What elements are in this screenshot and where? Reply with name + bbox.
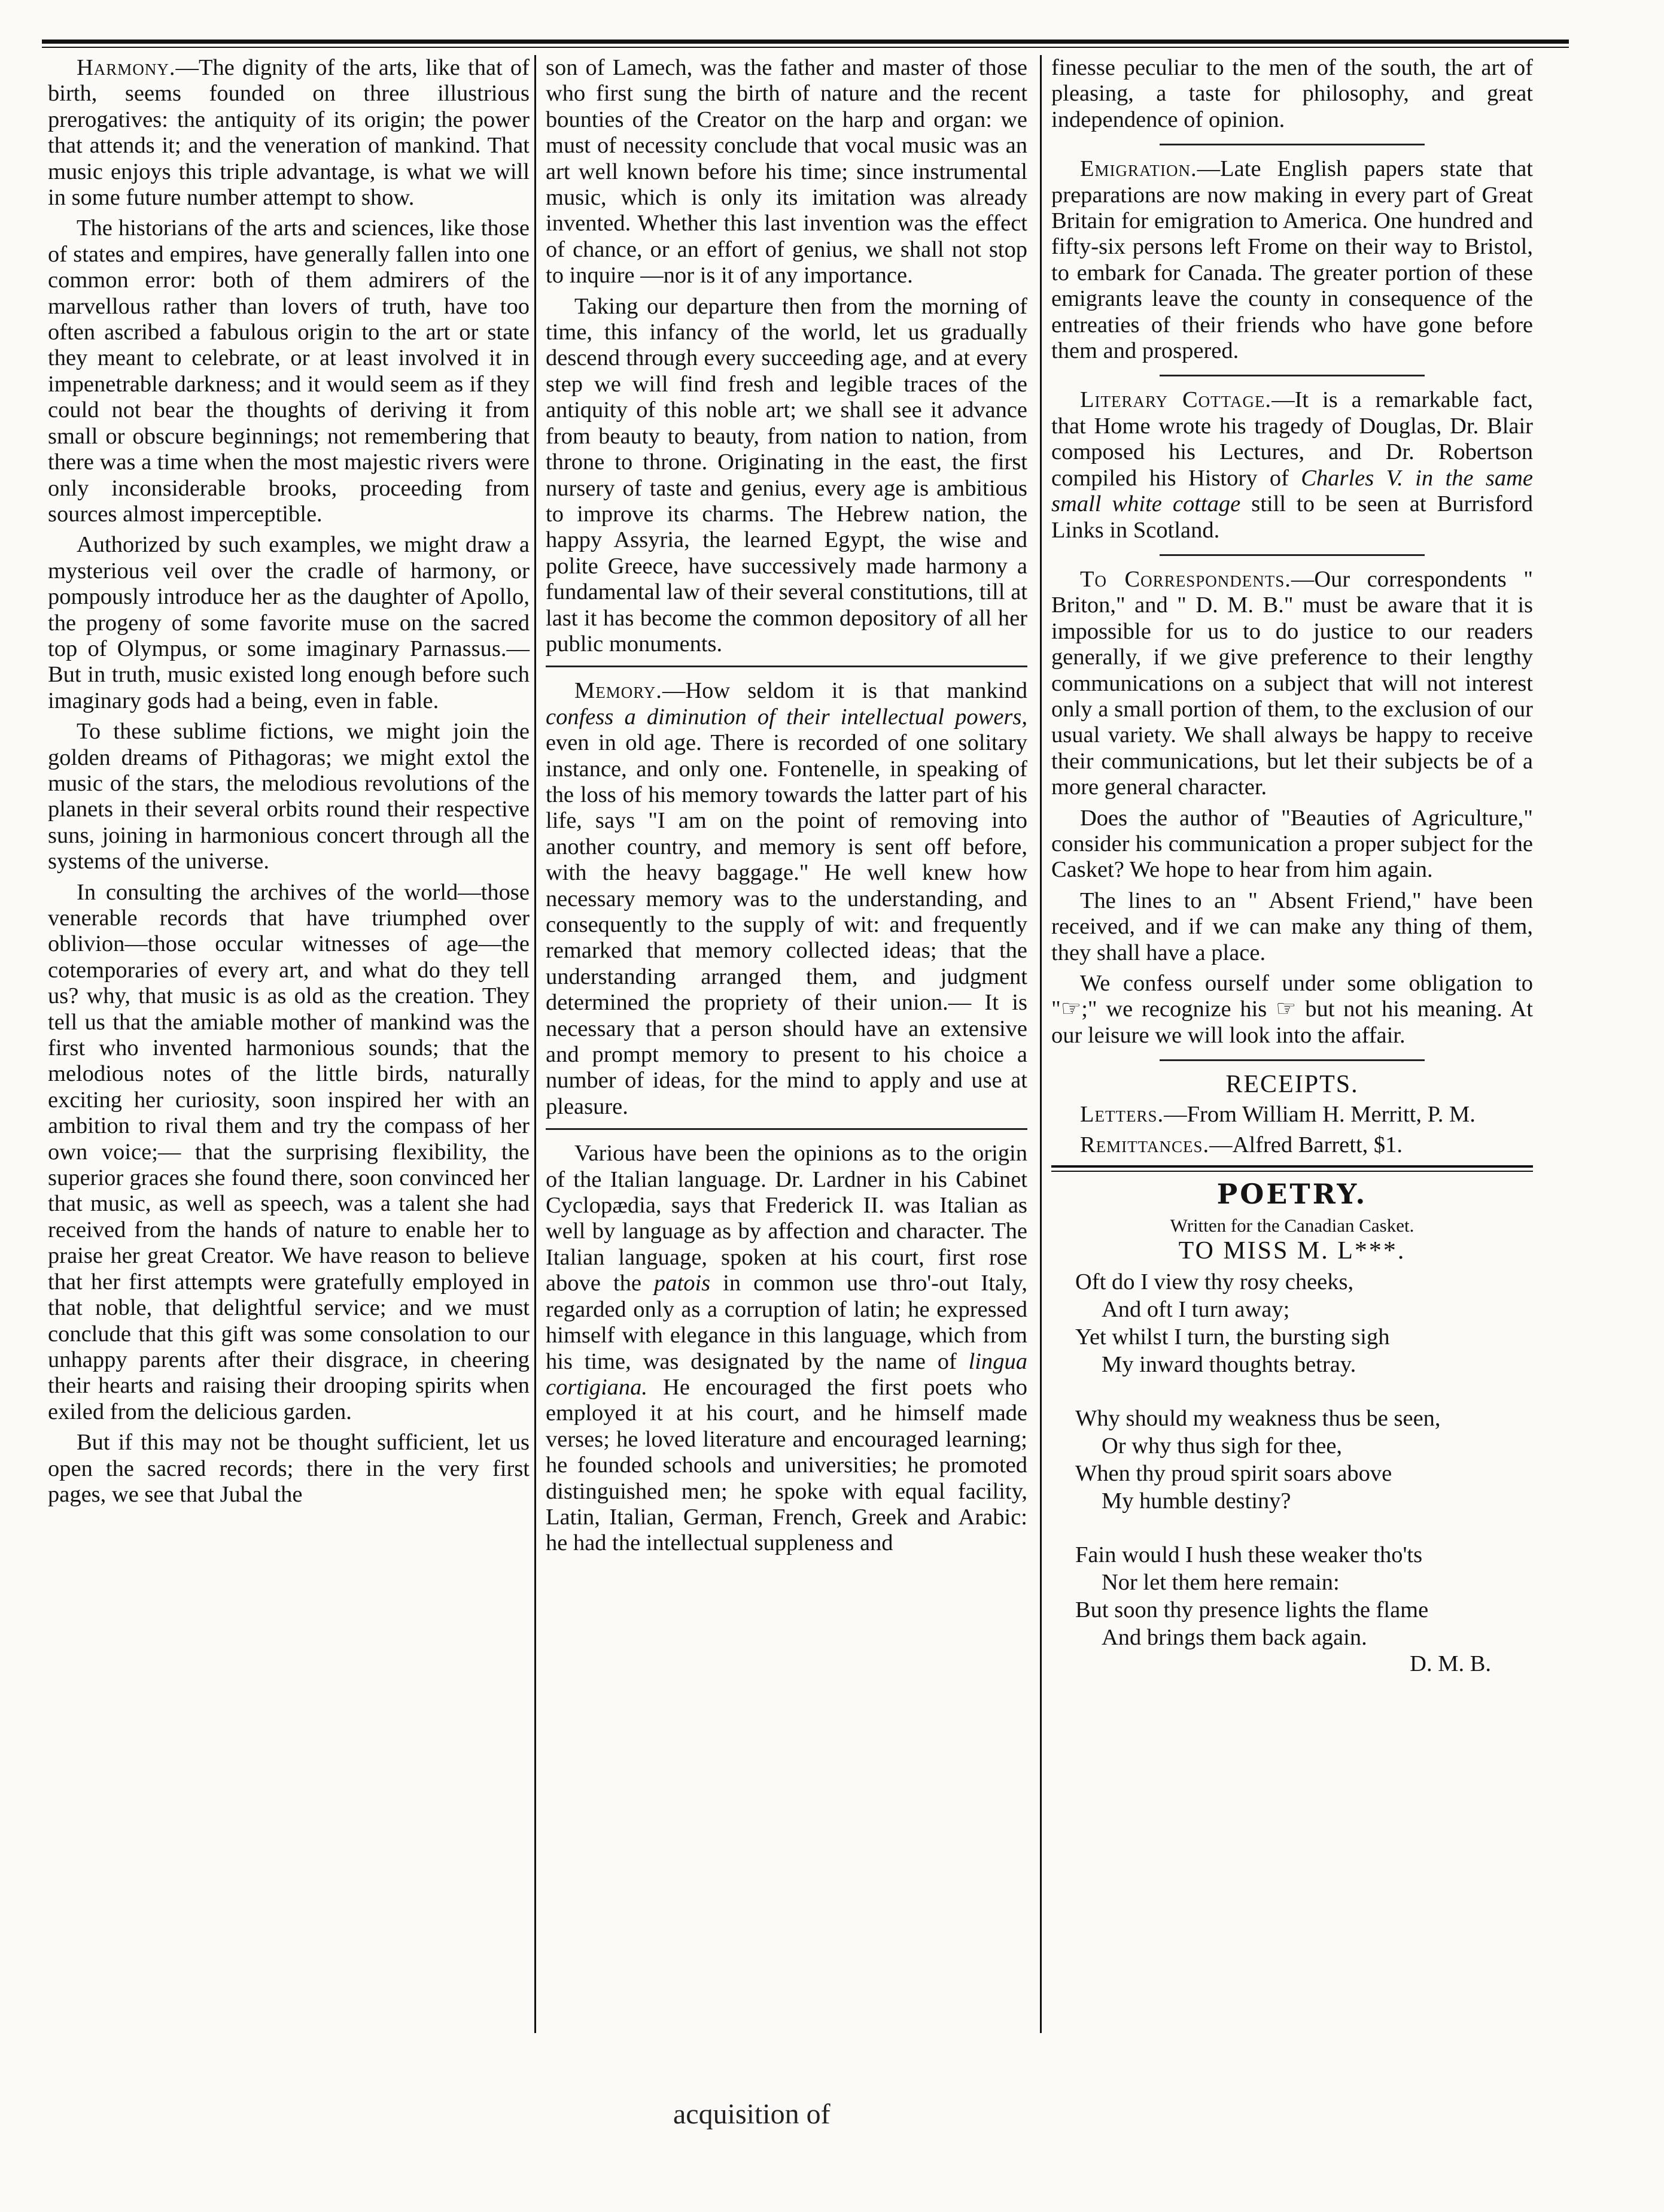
paragraph: Does the author of "Beauties of Agriculture," consider his communication a proper subject for the Casket? We hope to hear from him again.	[1051, 805, 1533, 883]
letters-line: Letters.—From William H. Merritt, P. M.	[1080, 1101, 1476, 1127]
section-label: To Correspondents.	[1080, 566, 1291, 592]
paragraph: son of Lamech, was the father and master of those who first sung the birth of nature and the recent bounties of the Creator on the harp and organ: we must of necessity conclude that vocal music was an art well known before his time; since instrumental music, which is only its imitation was already invented. Whether this last invention was the effect of chance, or an effort of genius, we shall not stop to inquire —nor is it of any importance.	[546, 55, 1027, 288]
verse-line: Fain would I hush these weaker tho'ts	[1075, 1542, 1423, 1567]
paragraph: But if this may not be thought sufficient, let us open the sacred records; there in the very first pages, we see that Jubal the	[48, 1430, 530, 1507]
poem-signature: D. M. B.	[1410, 1651, 1491, 1676]
top-rule	[42, 40, 1569, 48]
literary-cottage-paragraph: Literary Cottage.—It is a remarkable fact, that Home wrote his tragedy of Douglas, Dr. Blair composed his Lectures, and Dr. Robertson compiled his History of Charles V. in the same small white cottage still to be seen at Burrisford Links in Scotland.	[1051, 387, 1533, 543]
section-divider	[1160, 554, 1425, 556]
verse-line: When thy proud spirit soars above	[1075, 1460, 1392, 1486]
section-divider	[1160, 375, 1425, 376]
verse-line: And oft I turn away;	[1102, 1296, 1290, 1322]
paragraph: The lines to an " Absent Friend," have been received, and if we can make any thing of them, they shall have a place.	[1051, 888, 1533, 965]
poetry-heading: POETRY.	[1216, 1178, 1368, 1211]
verse-line: Yet whilst I turn, the bursting sigh	[1075, 1324, 1390, 1350]
catchword: acquisition of	[673, 2098, 831, 2130]
section-label: Emigration.	[1080, 156, 1197, 182]
verse-line: Oft do I view thy rosy cheeks,	[1075, 1269, 1354, 1295]
stanza	[1075, 1268, 1533, 1378]
paragraph: In consulting the archives of the world—those venerable records that have triumphed over oblivion—those occular witnesses of age—the cotemporaries of every art, and what do they tell us? why, that music is as old as the creation. They tell us that the amiable mother of mankind was the first who invented harmonious sounds; that the melodious notes of the little birds, naturally exciting her curiosity, soon inspired her with an ambition to rival them and try the compass of her own voice;— that the surprising flexibility, the superior graces she found there, soon convinced her that music, as well as speech, was a talent she had received from the hands of nature to enable her to praise her great Creator. We have reason to believe that her first attempts were gratefully employed in that noble, that delightful service; and we must conclude that this gift was some consolation to our unhappy parents after their disgrace, in cheering their hearts and raising their drooping spirits when exiled from the delicious garden.	[48, 879, 530, 1424]
paragraph: Taking our departure then from the morning of time, this infancy of the world, let us gradually descend through every succeeding age, and at every step we will find fresh and legible traces of the antiquity of this noble art; we shall see it advance from beauty to beauty, from nation to nation, from throne to throne. Originating in the east, the first nursery of taste and genius, every age is ambitious to improve its charms. The Hebrew nation, the happy Assyria, the learned Egypt, the wise and polite Greece, have successively made harmony a fundamental law of their several constitutions, till at last it has become the common depository of all her public monuments.	[546, 293, 1027, 657]
paragraph: The historians of the arts and sciences, like those of states and empires, have generally fallen into one common error: both of them admirers of the marvellous rather than lovers of truth, have too often ascribed a fabulous origin to the art or state they meant to celebrate, or at least involved it in impenetrable darkness; and it would seem as if they could not bear the thoughts of deriving it from small or obscure beginnings; not remembering that there was a time when the most majestic rivers were only inconsiderable brooks, proceeding from sources almost imperceptible.	[48, 215, 530, 527]
stanza	[1075, 1541, 1533, 1651]
verse-line: And brings them back again.	[1102, 1624, 1367, 1650]
italian-paragraph: Various have been the opinions as to the origin of the Italian language. Dr. Lardner in his Cabinet Cyclopædia, says that Frederick II. was Italian as well by language as by affection and character. The Italian language, spoken at his court, first rose above the patois in common use thro'-out Italy, regarded only as a corruption of latin; he expressed himself with elegance in this language, which from his time, was designated by the name of lingua cortigiana. He encouraged the first poets who employed it at his court, and he himself made verses; he loved literature and encouraged learning; he founded schools and universities; he promoted distinguished men; he spoke with equal facility, Latin, Italian, German, French, Greek and Arabic: he had the intellectual suppleness and	[546, 1141, 1027, 1556]
section-label: Memory.	[574, 678, 662, 704]
remittances-line: Remittances.—Alfred Barrett, $1.	[1080, 1132, 1403, 1158]
poem-credit: Written for the Canadian Casket.	[1170, 1214, 1414, 1236]
stanza	[1075, 1405, 1533, 1515]
double-rule	[1051, 1165, 1533, 1172]
section-divider	[546, 666, 1027, 667]
verse-line: My humble destiny?	[1102, 1488, 1291, 1514]
paragraph: Authorized by such examples, we might draw a mysterious veil over the cradle of harmony, or pompously introduce her as the daughter of Apollo, the progeny of some favorite muse on the sacred top of Olympus, or some imaginary Parnassus.— But in truth, music existed long enough before such imaginary gods had a being, even in fable.	[48, 532, 530, 713]
correspondents-paragraph: To Correspondents.—Our correspondents " Briton," and " D. M. B." must be aware that it is impossible for us to do justice to our readers generally, if we give preference to their lengthy communications on a subject that will not interest only a small portion of them, to the exclusion of our usual variety. We shall always be happy to receive their communications, but let their subjects be of a more general character.	[1051, 566, 1533, 800]
section-label: Harmony.	[77, 55, 176, 80]
poem-body	[1075, 1268, 1533, 1651]
paragraph: To these sublime fictions, we might join the golden dreams of Pithagoras; we might extol the music of the stars, the melodious revolutions of the planets in their several orbits round their respective suns, joining in harmonious concert through all the systems of the universe.	[48, 719, 530, 874]
verse-line: But soon thy presence lights the flame	[1075, 1597, 1429, 1622]
column-divider	[1040, 55, 1042, 2033]
column-3	[1051, 55, 1533, 1677]
paragraph: finesse peculiar to the men of the south, the art of pleasing, a taste for philosophy, and great independence of opinion.	[1051, 55, 1533, 132]
memory-paragraph: Memory.—How seldom it is that mankind confess a diminution of their intellectual powers, even in old age. There is recorded of one solitary instance, and only one. Fontenelle, in speaking of the loss of his memory towards the latter part of his life, says "I am on the point of removing into another country, and memory is sent off before, with the heavy baggage." He well knew how necessary memory was to the understanding, and consequently to the supply of wit: and frequently remarked that memory collected ideas; that the understanding arranged them, and judgment determined the propriety of their union.— It is necessary that a person should have an extensive and prompt memory to present to his choice a number of ideas, for the mind to apply and use at pleasure.	[546, 678, 1027, 1119]
harmony-paragraph: Harmony.—The dignity of the arts, like that of birth, seems founded on three illustrious prerogatives: the antiquity of its origin; the power that attends it; and the veneration of mankind. That music enjoys this triple advantage, is what we will in some future number attempt to show.	[48, 55, 530, 211]
paragraph: We confess ourself under some obligation to "☞;" we recognize his ☞ but not his meaning. At our leisure we will look into the affair.	[1051, 971, 1533, 1048]
verse-line: Nor let them here remain:	[1102, 1569, 1340, 1595]
section-divider	[546, 1128, 1027, 1130]
verse-line: Why should my weakness thus be seen,	[1075, 1405, 1441, 1431]
section-divider	[1160, 144, 1425, 145]
column-divider	[534, 55, 536, 2033]
column-2	[546, 55, 1027, 1561]
section-divider	[1160, 1059, 1425, 1061]
poem-title: TO MISS M. L***.	[1178, 1237, 1406, 1265]
emigration-paragraph: Emigration.—Late English papers state that preparations are now making in every part of Great Britain for emigration to America. One hundred and fifty-six persons left Frome on their way to Bristol, to embark for Canada. The greater portion of these emigrants leave the county in consequence of the entreaties of their friends who have gone before them and prospered.	[1051, 156, 1533, 364]
receipts-heading: RECEIPTS.	[1225, 1071, 1359, 1099]
verse-line: Or why thus sigh for thee,	[1102, 1433, 1343, 1459]
column-1	[48, 55, 530, 1512]
section-label: Literary Cottage.	[1080, 387, 1272, 413]
verse-line: My inward thoughts betray.	[1102, 1351, 1356, 1377]
